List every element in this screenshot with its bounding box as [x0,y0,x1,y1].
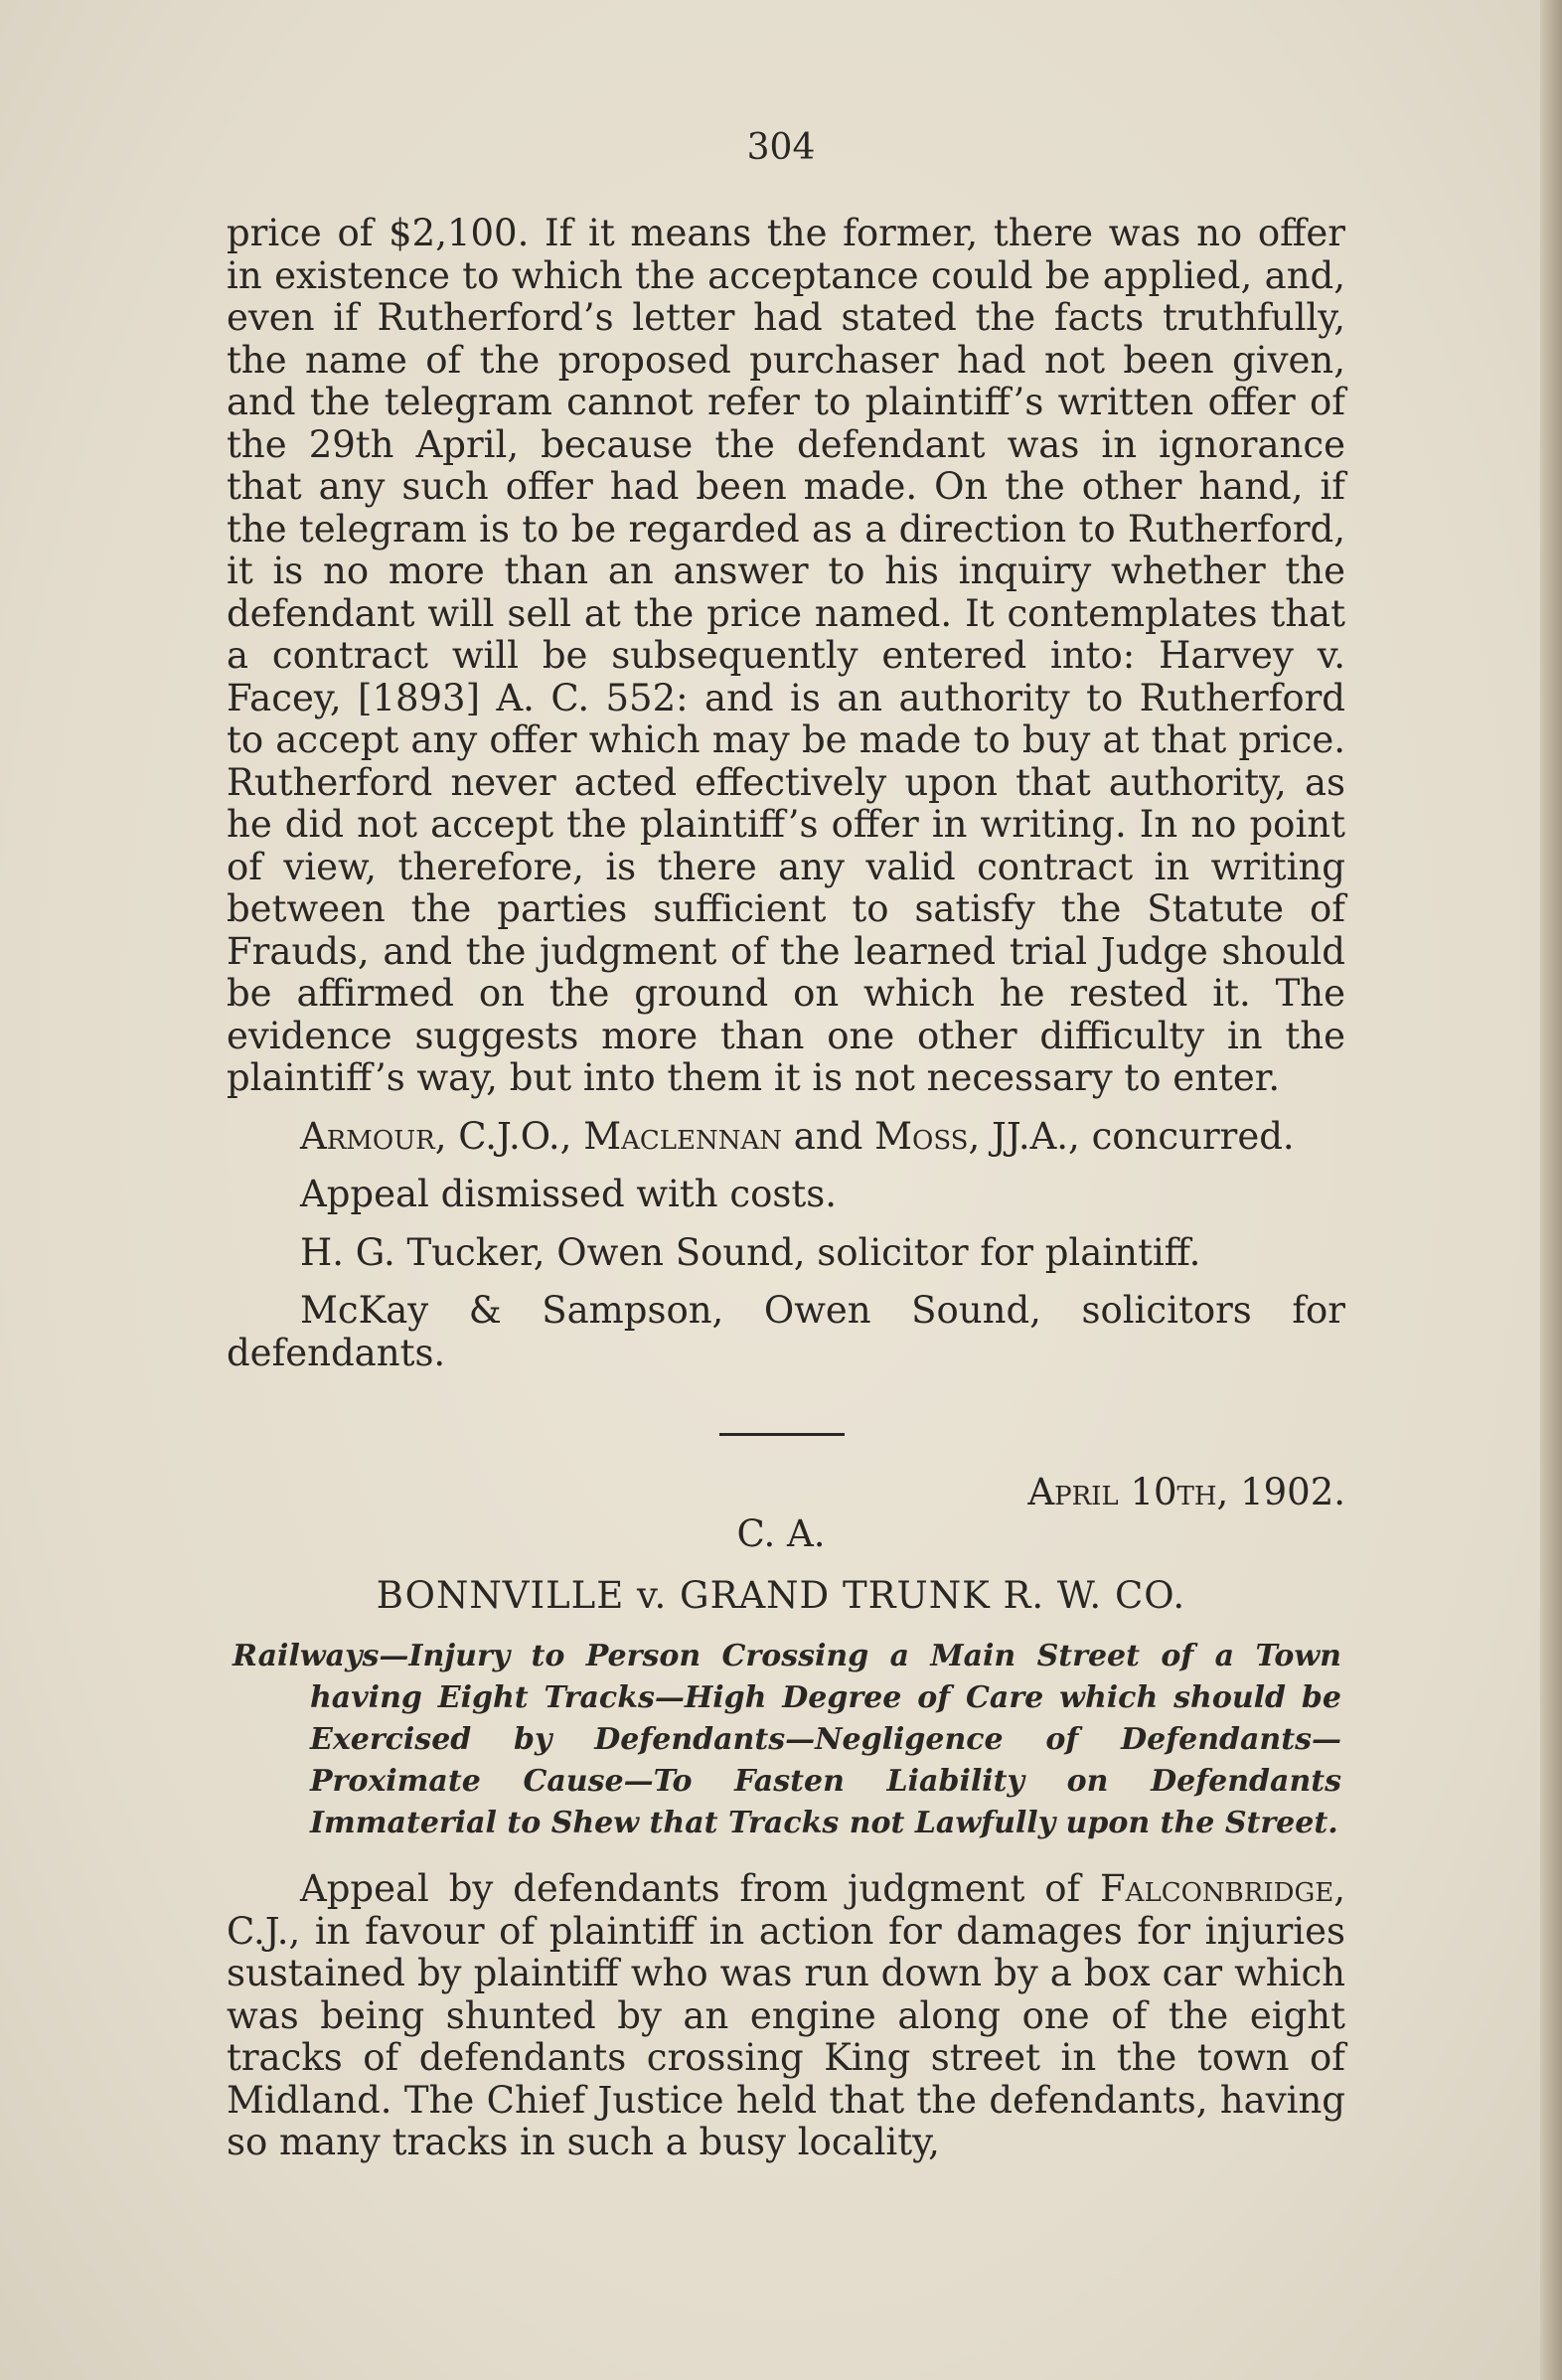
intro-text: Appeal by defendants from judgment of [300,1867,1100,1910]
main-text-column [227,213,1345,1374]
headnote [233,1636,1341,1844]
concurrence-text: and [782,1114,875,1158]
judge-name: Armour [300,1114,435,1158]
solicitor-plaintiff-line: H. G. Tucker, Owen Sound, solicitor for plaintiff. [300,1230,1201,1274]
page-number: 304 [746,127,816,168]
section-divider [719,1433,845,1436]
body-paragraph: price of $2,100. If it means the former, there was no offer in existence to which the acceptance could be applied, and, even if Rutherford’s letter had stated the facts truthfully, the name of the proposed purchaser had not been given, and the telegram cannot refer to plaintiff’s written offer of the 29th April, because the defendant was in ignorance that any such offer had been made. On the other hand, if the telegram is to be regarded as a direction to Rutherford, it is no more than an answer to his inquiry whether the defendant will sell at the price named. It contemplates that a contract will be subsequently entered into: Harvey v. Facey, [1893] A. C. 552: and is an authority to Rutherford to accept any offer which may be made to buy at that price. Rutherford never acted effectively upon that authority, as he did not accept the plaintiff’s offer in writing. In no point of view, therefore, is there any valid contract in writing between the parties sufficient to satisfy the Statute of Frauds, and the judgment of the learned trial Judge should be affirmed on the ground on which he rested it. The evidence suggests more than one other difficulty in the plaintiff’s way, but into them it is not necessary to enter. [227,212,1345,1099]
case-title: BONNVILLE v. GRAND TRUNK R. W. CO. [376,1574,1186,1617]
concurrence-paragraph [227,1116,1345,1159]
judge-name: Falconbridge [1100,1867,1334,1910]
decision-date: April 10th, 1902. [1027,1471,1345,1513]
case-intro-paragraph [227,1868,1345,2164]
case-intro-column [227,1868,1345,2164]
disposition-line: Appeal dismissed with costs. [300,1173,837,1215]
concurrence-text: , JJ.A., concurred. [968,1114,1295,1158]
headnote-text: Railways—Injury to Person Crossing a Main Street of a Town having Eight Tracks—High Degree of Care which should be Exercised by Defendants—Negligence of Defendants—Proximate Cause—To Fasten Liability on Defendants Immaterial to Shew that Tracks not Lawfully upon the Street. [233,1639,1341,1840]
page-edge [1540,0,1562,2380]
judge-name: Moss [874,1114,969,1158]
court-label: C. A. [736,1512,826,1555]
intro-text: , C.J., in favour of plaintiff in action for damages for injuries sustained by plaintiff who was run down by a box car which was being shunted by an engine along one of the eight tracks of defendants crossing King street in the town of Midland. The Chief Justice held that the defendants, having so many tracks in such a busy locality, [227,1867,1345,2163]
solicitor-defendants-line: McKay & Sampson, Owen Sound, solicitors for defendants. [227,1289,1345,1374]
judge-name: Maclennan [583,1114,783,1158]
concurrence-text: , C.J.O., [434,1114,584,1158]
